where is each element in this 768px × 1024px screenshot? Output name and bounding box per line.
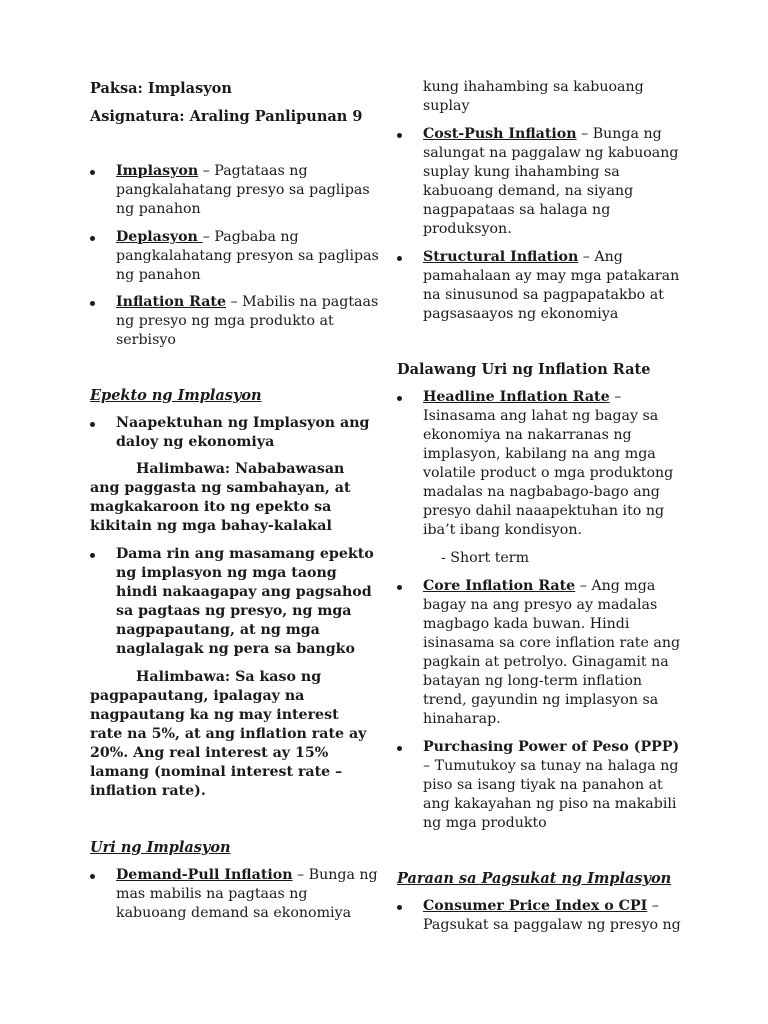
term-structural: Structural Inflation	[423, 249, 579, 265]
structural-text: – Ang pamahalaan ay may mga patakaran na sinusunod sa pagpapatakbo at pagsasaayos ng ekonomiya	[423, 249, 680, 322]
list-item-deplasyon	[90, 228, 380, 285]
list-item-core	[397, 577, 687, 729]
core-text: – Ang mga bagay na ang presyo ay madalas magbago kada buwan. Hindi isinasama sa core inflation rate ang pagkain at petrolyo. Ginagamit na batayan ng long-term inflation trend, gayundin ng implasyon sa hinaharap.	[423, 578, 681, 727]
definition-text: – Mabilis na pagtaas ng presyo ng mga produkto at serbisyo	[116, 294, 379, 348]
example-paragraph-1	[90, 460, 375, 536]
bullet-icon	[90, 874, 95, 879]
term-inflation-rate: Inflation Rate	[116, 294, 227, 310]
term-demand-pull: Demand-Pull Inflation	[116, 867, 293, 883]
bullet-icon	[397, 746, 402, 751]
demand-pull-text: – Bunga ng mas mabilis na pagtaas ng kabuoang demand sa ekonomiya	[116, 867, 378, 921]
bullet-icon	[397, 133, 402, 138]
list-item-demand-pull	[90, 866, 380, 923]
list-item-inflation-rate	[90, 293, 380, 350]
term-deplasyon: Deplasyon	[116, 229, 203, 245]
list-item-epekto-2	[90, 545, 380, 659]
example-1-text: Halimbawa: Nababawasan ang paggasta ng sambahayan, at magkakaroon ito ng epekto sa kikitain ng mga bahay-kalakal	[90, 461, 351, 534]
bullet-icon	[397, 256, 402, 261]
short-term-note: - Short term	[441, 550, 530, 566]
bullet-icon	[90, 422, 95, 427]
list-item-structural	[397, 248, 687, 324]
asignatura-heading: Asignatura: Araling Panlipunan 9	[90, 108, 363, 125]
list-item-cpi	[397, 897, 687, 935]
list-item-cost-push	[397, 125, 687, 239]
section-title-rate-types: Dalawang Uri ng Inflation Rate	[397, 361, 651, 378]
bullet-icon	[397, 396, 402, 401]
epekto-item-2-text: Dama rin ang masamang epekto ng implasyon ng mga taong hindi nakaagapay ang pagsahod sa pagtaas ng presyo, ng mga nagpapautang, at ng mga naglalagak ng pera sa bangko	[116, 546, 374, 657]
demand-pull-continued: kung ihahambing sa kabuoang suplay	[423, 79, 644, 114]
ppp-text: – Tumutukoy sa tunay na halaga ng piso sa isang tiyak na panahon at ang kakayahan ng piso na makabili ng mga produkto	[423, 758, 679, 831]
definition-text: – Pagtataas ng pangkalahatang presyo sa paglipas ng panahon	[116, 163, 370, 217]
example-2-text: Halimbawa: Sa kaso ng pagpapautang, ipalagay na nagpautang ka ng may interest rate na 5%, at ang inflation rate ay 20%. Ang real interest ay 15% lamang (nominal interest rate – inflation rate).	[90, 669, 367, 799]
bullet-icon	[90, 170, 95, 175]
list-item-ppp	[397, 738, 687, 833]
epekto-item-1-text: Naapektuhan ng Implasyon ang daloy ng ekonomiya	[116, 415, 370, 450]
bullet-icon	[397, 905, 402, 910]
paksa-heading: Paksa: Implasyon	[90, 80, 232, 97]
section-title-pagsukat: Paraan sa Pagsukat ng Implasyon	[397, 870, 672, 887]
cpi-text: – Pagsukat sa paggalaw ng presyo ng	[423, 898, 681, 933]
term-cpi: Consumer Price Index o CPI	[423, 898, 648, 914]
list-item-implasyon	[90, 162, 380, 219]
section-title-uri: Uri ng Implasyon	[90, 839, 231, 856]
bullet-icon	[90, 553, 95, 558]
definition-text: – Pagbaba ng pangkalahatang presyon sa paglipas ng panahon	[116, 229, 379, 283]
term-implasyon: Implasyon	[116, 163, 199, 179]
bullet-icon	[397, 585, 402, 590]
list-item-headline	[397, 388, 687, 540]
bullet-icon	[90, 236, 95, 241]
term-cost-push: Cost-Push Inflation	[423, 126, 577, 142]
term-headline: Headline Inflation Rate	[423, 389, 610, 405]
cost-push-text: – Bunga ng salungat na paggalaw ng kabuoang suplay kung ihahambing sa kabuoang demand, na siyang nagpapataas sa halaga ng produksyon.	[423, 126, 679, 237]
bullet-icon	[90, 301, 95, 306]
term-core: Core Inflation Rate	[423, 578, 576, 594]
headline-text: – Isinasama ang lahat ng bagay sa ekonomiya na nakarranas ng implasyon, kabilang na ang mga volatile product o mga produktong madalas na nagbabago-bago ang presyo dahil naaapektuhan ito ng iba’t ibang kondisyon.	[423, 389, 674, 538]
term-ppp: Purchasing Power of Peso (PPP)	[423, 739, 680, 755]
section-title-epekto: Epekto ng Implasyon	[90, 387, 262, 404]
list-item-epekto-1	[90, 414, 380, 452]
example-paragraph-2	[90, 668, 375, 801]
